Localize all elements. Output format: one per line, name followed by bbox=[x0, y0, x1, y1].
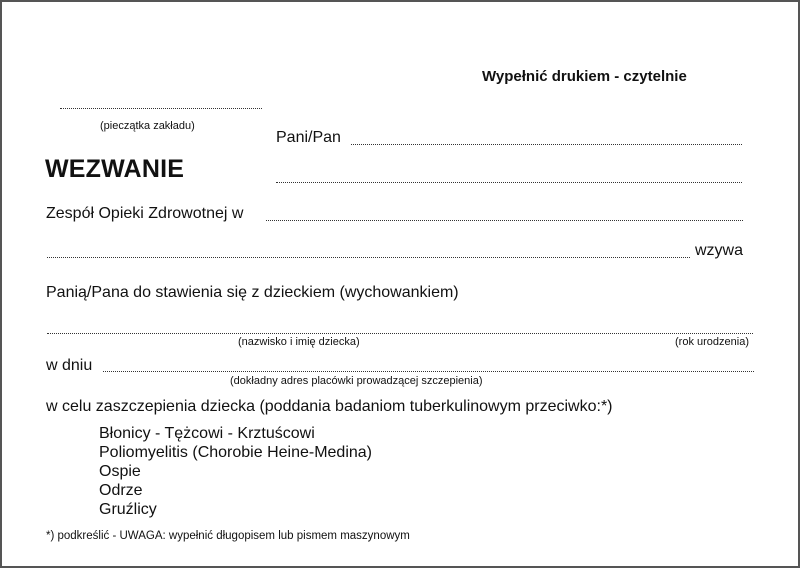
fill-instruction: Wypełnić drukiem - czytelnie bbox=[482, 68, 687, 85]
birth-year-caption: (rok urodzenia) bbox=[675, 336, 749, 348]
addressee-label: Pani/Pan bbox=[276, 129, 341, 146]
team-location-field-2[interactable] bbox=[47, 257, 690, 258]
purpose-text: w celu zaszczepienia dziecka (poddania badaniom tuberkulinowym przeciwko:*) bbox=[46, 398, 613, 415]
child-name-caption: (nazwisko i imię dziecka) bbox=[238, 336, 360, 348]
address-caption: (dokładny adres placówki prowadzącej szczepienia) bbox=[230, 375, 483, 387]
form-title: WEZWANIE bbox=[45, 155, 185, 183]
appear-text: Panią/Pana do stawienia się z dzieckiem (wychowankiem) bbox=[46, 284, 459, 301]
team-label: Zespół Opieki Zdrowotnej w bbox=[46, 205, 244, 222]
summons-word: wzywa bbox=[695, 242, 744, 259]
stamp-field[interactable] bbox=[60, 108, 262, 109]
list-item[interactable]: Poliomyelitis (Chorobie Heine-Medina) bbox=[99, 444, 372, 461]
addressee-name-field[interactable] bbox=[351, 144, 742, 145]
date-label: w dniu bbox=[46, 357, 93, 374]
footnote: *) podkreślić - UWAGA: wypełnić długopisem lub pismem maszynowym bbox=[46, 530, 410, 542]
disease-list bbox=[99, 424, 372, 519]
date-address-field[interactable] bbox=[103, 371, 754, 372]
list-item[interactable]: Gruźlicy bbox=[99, 501, 157, 518]
addressee-address-field[interactable] bbox=[276, 182, 742, 183]
list-item[interactable]: Błonicy - Tężcowi - Krztuścowi bbox=[99, 425, 315, 442]
child-name-field[interactable] bbox=[47, 333, 753, 334]
stamp-caption: (pieczątka zakładu) bbox=[100, 120, 195, 132]
list-item[interactable]: Odrze bbox=[99, 482, 143, 499]
list-item[interactable]: Ospie bbox=[99, 463, 141, 480]
team-location-field[interactable] bbox=[266, 220, 743, 221]
